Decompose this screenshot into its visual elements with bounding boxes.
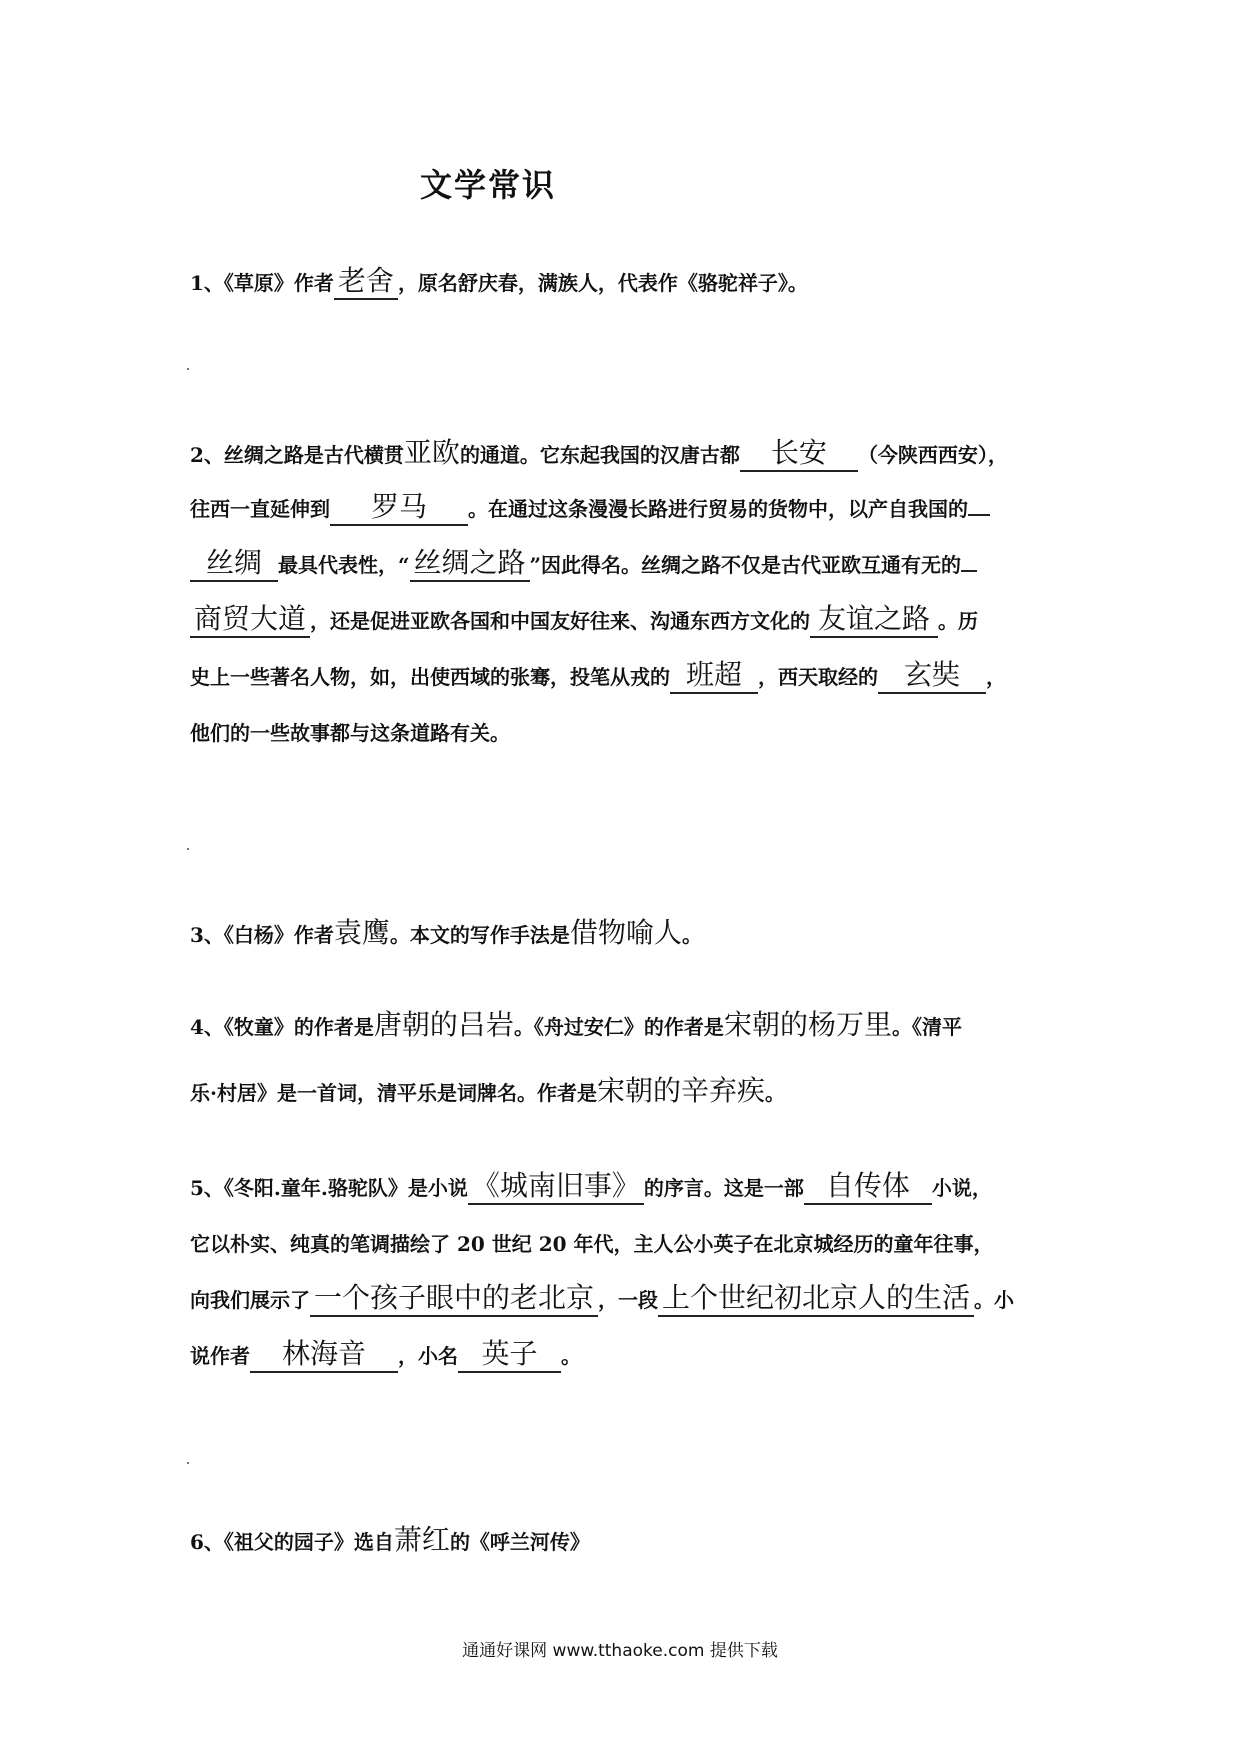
text-segment: 。《舟过安仁》的作者是: [513, 1015, 724, 1039]
text-segment: 。: [561, 1344, 581, 1368]
question-2-line-5: [190, 649, 1070, 705]
answer-blank: 商贸大道: [190, 602, 310, 638]
question-5-line-2: [190, 1216, 1070, 1272]
scan-speck: [187, 1462, 189, 1464]
text-segment: 乐·村居》是一首词，清平乐是词牌名。作者是: [190, 1081, 597, 1105]
text-segment: 6、《祖父的园子》选自: [190, 1530, 394, 1554]
answer-blank: 玄奘: [878, 658, 986, 694]
answer-blank: 英子: [458, 1337, 561, 1373]
question-2-line-1: [190, 425, 1070, 481]
text-segment: 向我们展示了: [190, 1288, 310, 1312]
text-segment: ，: [986, 665, 1006, 689]
answer-blank: 老舍: [334, 264, 398, 300]
answer-blank: 上个世纪初北京人的生活: [658, 1281, 974, 1317]
question-1: [190, 255, 1070, 311]
text-segment: 1、《草原》作者: [190, 271, 334, 295]
question-4: [190, 997, 1070, 1119]
question-6: [190, 1512, 1070, 1568]
question-2-line-2: [190, 481, 1070, 537]
text-segment: （今陕西西安），: [857, 443, 1008, 467]
answer-inline: 唐朝的吕岩: [373, 1008, 514, 1041]
answer-blank: 一个孩子眼中的老北京: [310, 1281, 598, 1317]
text-segment: ，投笔从戎的: [550, 665, 670, 689]
text-segment: 3、《白杨》作者: [190, 923, 334, 947]
answer-inline: 亚欧: [403, 436, 460, 469]
text-segment: 往西一直延伸到: [190, 497, 330, 521]
scan-speck: [187, 368, 189, 370]
answer-inline: 借物喻人: [569, 916, 682, 949]
text-segment: 。在通过这条漫漫长路进行贸易的货物中，以产自我国的: [468, 497, 968, 521]
text-segment: 2、丝绸之路是古代横贯: [190, 443, 404, 467]
text-segment: 。: [681, 923, 702, 947]
text-segment: 说作者: [190, 1344, 250, 1368]
question-2-line-4: [190, 593, 1070, 649]
question-4-line-2: [190, 1063, 1070, 1119]
question-2-line-6: [190, 705, 1070, 761]
answer-blank: 罗马: [330, 490, 468, 526]
text-segment: 。: [764, 1081, 785, 1105]
question-5: [190, 1160, 1070, 1384]
blank-line: [968, 514, 990, 516]
blank-line: [961, 570, 977, 572]
text-segment: 。历: [938, 609, 979, 633]
answer-blank: 长安: [740, 436, 858, 472]
answer-blank: 《城南旧事》: [468, 1169, 644, 1205]
text-segment: 。本文的写作手法是: [389, 923, 570, 947]
text-segment: ”因此得名。丝绸之路不仅是古代亚欧互通有无的: [529, 553, 962, 577]
question-2-line-3: [190, 537, 1070, 593]
question-2: [190, 425, 1070, 761]
question-3: [190, 905, 1070, 961]
text-segment: 史上一些著名人物，如，出使西域的: [190, 665, 510, 689]
text-segment: ，西天取经的: [758, 665, 878, 689]
question-1-line-1: [190, 255, 1070, 311]
answer-inline: 宋朝的辛弃疾: [596, 1074, 765, 1107]
text-segment: 4、《牧童》的作者是: [190, 1015, 374, 1039]
answer-blank: 自传体: [804, 1169, 932, 1205]
text-segment: 他们的一些故事都与这条道路有关。: [190, 721, 510, 745]
text-segment: 它以朴实、纯真的笔调描绘了 20 世纪 20 年代，主人公小英子在北京城经历的童年往事，: [190, 1232, 994, 1256]
answer-blank: 班超: [670, 658, 758, 694]
question-5-line-1: [190, 1160, 1070, 1216]
text-segment: 最具代表性，“: [278, 553, 410, 577]
question-5-line-4: [190, 1328, 1070, 1384]
footer-credit: 通通好课网 www.tthaoke.com 提供下载: [462, 1641, 778, 1661]
answer-blank: 丝绸: [190, 546, 278, 582]
text-segment: 。《清平: [891, 1015, 962, 1039]
answer-inline: 袁鹰: [333, 916, 390, 949]
answer-blank: 友谊之路: [810, 602, 938, 638]
answer-blank: 丝绸之路: [410, 546, 530, 582]
page-title: 文学常识: [420, 166, 557, 204]
text-segment: 的通道。它东起我国的汉唐古都: [459, 443, 740, 467]
text-segment: ，小名: [398, 1344, 458, 1368]
scan-speck: [187, 848, 189, 850]
question-4-line-1: [190, 997, 1070, 1053]
text-segment: 小说，: [931, 1176, 992, 1200]
text-segment: ，还是促进亚欧各国和中国友好往来、沟通东西方文化的: [310, 609, 811, 633]
text-segment: 的序言。这是一部: [643, 1176, 804, 1200]
answer-inline: 张骞: [510, 665, 550, 689]
question-5-line-3: [190, 1272, 1070, 1328]
text-segment: 的《呼兰河传》: [449, 1530, 590, 1554]
text-segment: 。小: [974, 1288, 1015, 1312]
answer-blank: 林海音: [250, 1337, 398, 1373]
text-segment: 5、《冬阳.童年.骆驼队》是小说: [190, 1176, 468, 1200]
text-segment: ，原名舒庆春，满族人，代表作《骆驼祥子》。: [397, 271, 808, 295]
text-segment: ，一段: [598, 1288, 659, 1312]
answer-inline: 萧红: [393, 1523, 450, 1556]
answer-inline: 宋朝的杨万里: [723, 1008, 892, 1041]
question-3-line-1: [190, 905, 1070, 961]
question-6-line-1: [190, 1512, 1070, 1568]
